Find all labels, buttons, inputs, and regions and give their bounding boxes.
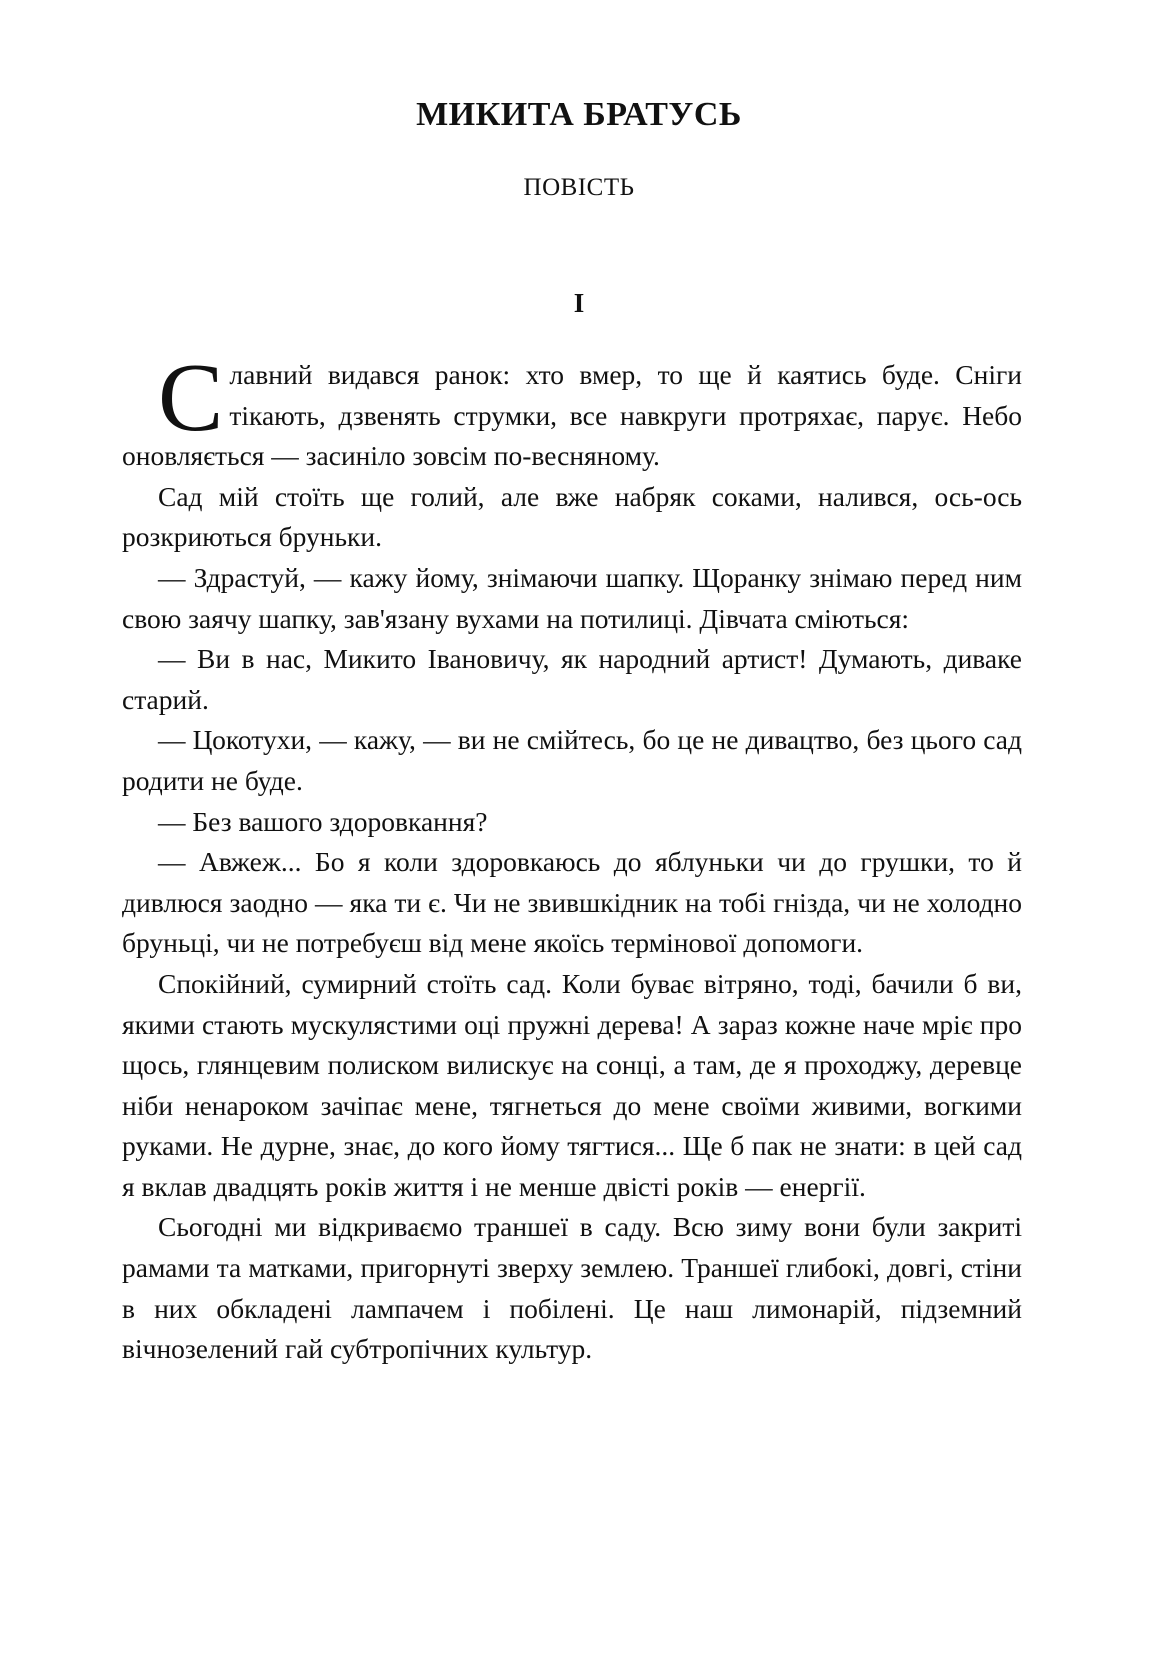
paragraph: Сьогодні ми відкриваємо траншеї в саду. Всю зиму вони були закриті рамами та матками, пригорнуті зверху землею. Траншеї глибокі, довгі, стіни в них обкладені лампачем і побілені. Це наш лимонарій, підземний вічнозелений гай субтропічних культур. [122,1211,1022,1365]
paragraph: — Цокотухи, — кажу, — ви не смійтесь, бо це не дивацтво, без цього сад родити не буде. [122,724,1022,796]
paragraph: — Авжеж... Бо я коли здоровкаюсь до яблуньки чи до грушки, то й дивлюся заодно — яка ти є. Чи не звившкідник на тобі гнізда, чи не холодно бруньці, чи не потребуєш від мене якоїсь термінової допомоги. [122,846,1022,959]
paragraph: — Здрастуй, — кажу йому, знімаючи шапку. Щоранку знімаю перед ним свою заячу шапку, зав'язану вухами на потилиці. Дівчата сміються: [122,561,1022,634]
paragraph: — Ви в нас, Микито Івановичу, як народний артист! Думають, диваке старий. [122,643,1022,715]
paragraph [122,344,1022,477]
drop-cap: С [158,344,224,452]
paragraph: Сад мій стоїть ще голий, але вже набряк соками, налився, ось-ось розкриються бруньки. [122,480,1022,553]
chapter-number: І [573,288,585,318]
body-text [122,344,1022,1370]
book-title: МИКИТА БРАТУСЬ [416,96,742,133]
paragraph: — Без вашого здоровкання? [158,805,488,837]
paragraph: Спокійний, сумирний стоїть сад. Коли буває вітряно, тоді, бачили б ви, якими стають мускулястими оці пружні дерева! А зараз кожне наче мріє про щось, глянцевим полиском вилискує на сонці, а там, де я проходжу, деревце ніби ненароком зачіпає мене, тягнеться до мене своїми живими, вогкими руками. Не дурне, знає, до кого йому тягтися... Ще б пак не знати: в цей сад я вклав двадцять років життя і не менше двісті років — енергії. [122,967,1022,1202]
paragraph-text: лавний видався ранок: хто вмер, то ще й каятись буде. Сніги тікають, дзвенять струмки, все навкруги протряхає, парує. Небо оновляється — засиніло зовсім по-весняному. [122,359,1022,472]
book-subtitle: ПОВІСТЬ [523,174,635,201]
